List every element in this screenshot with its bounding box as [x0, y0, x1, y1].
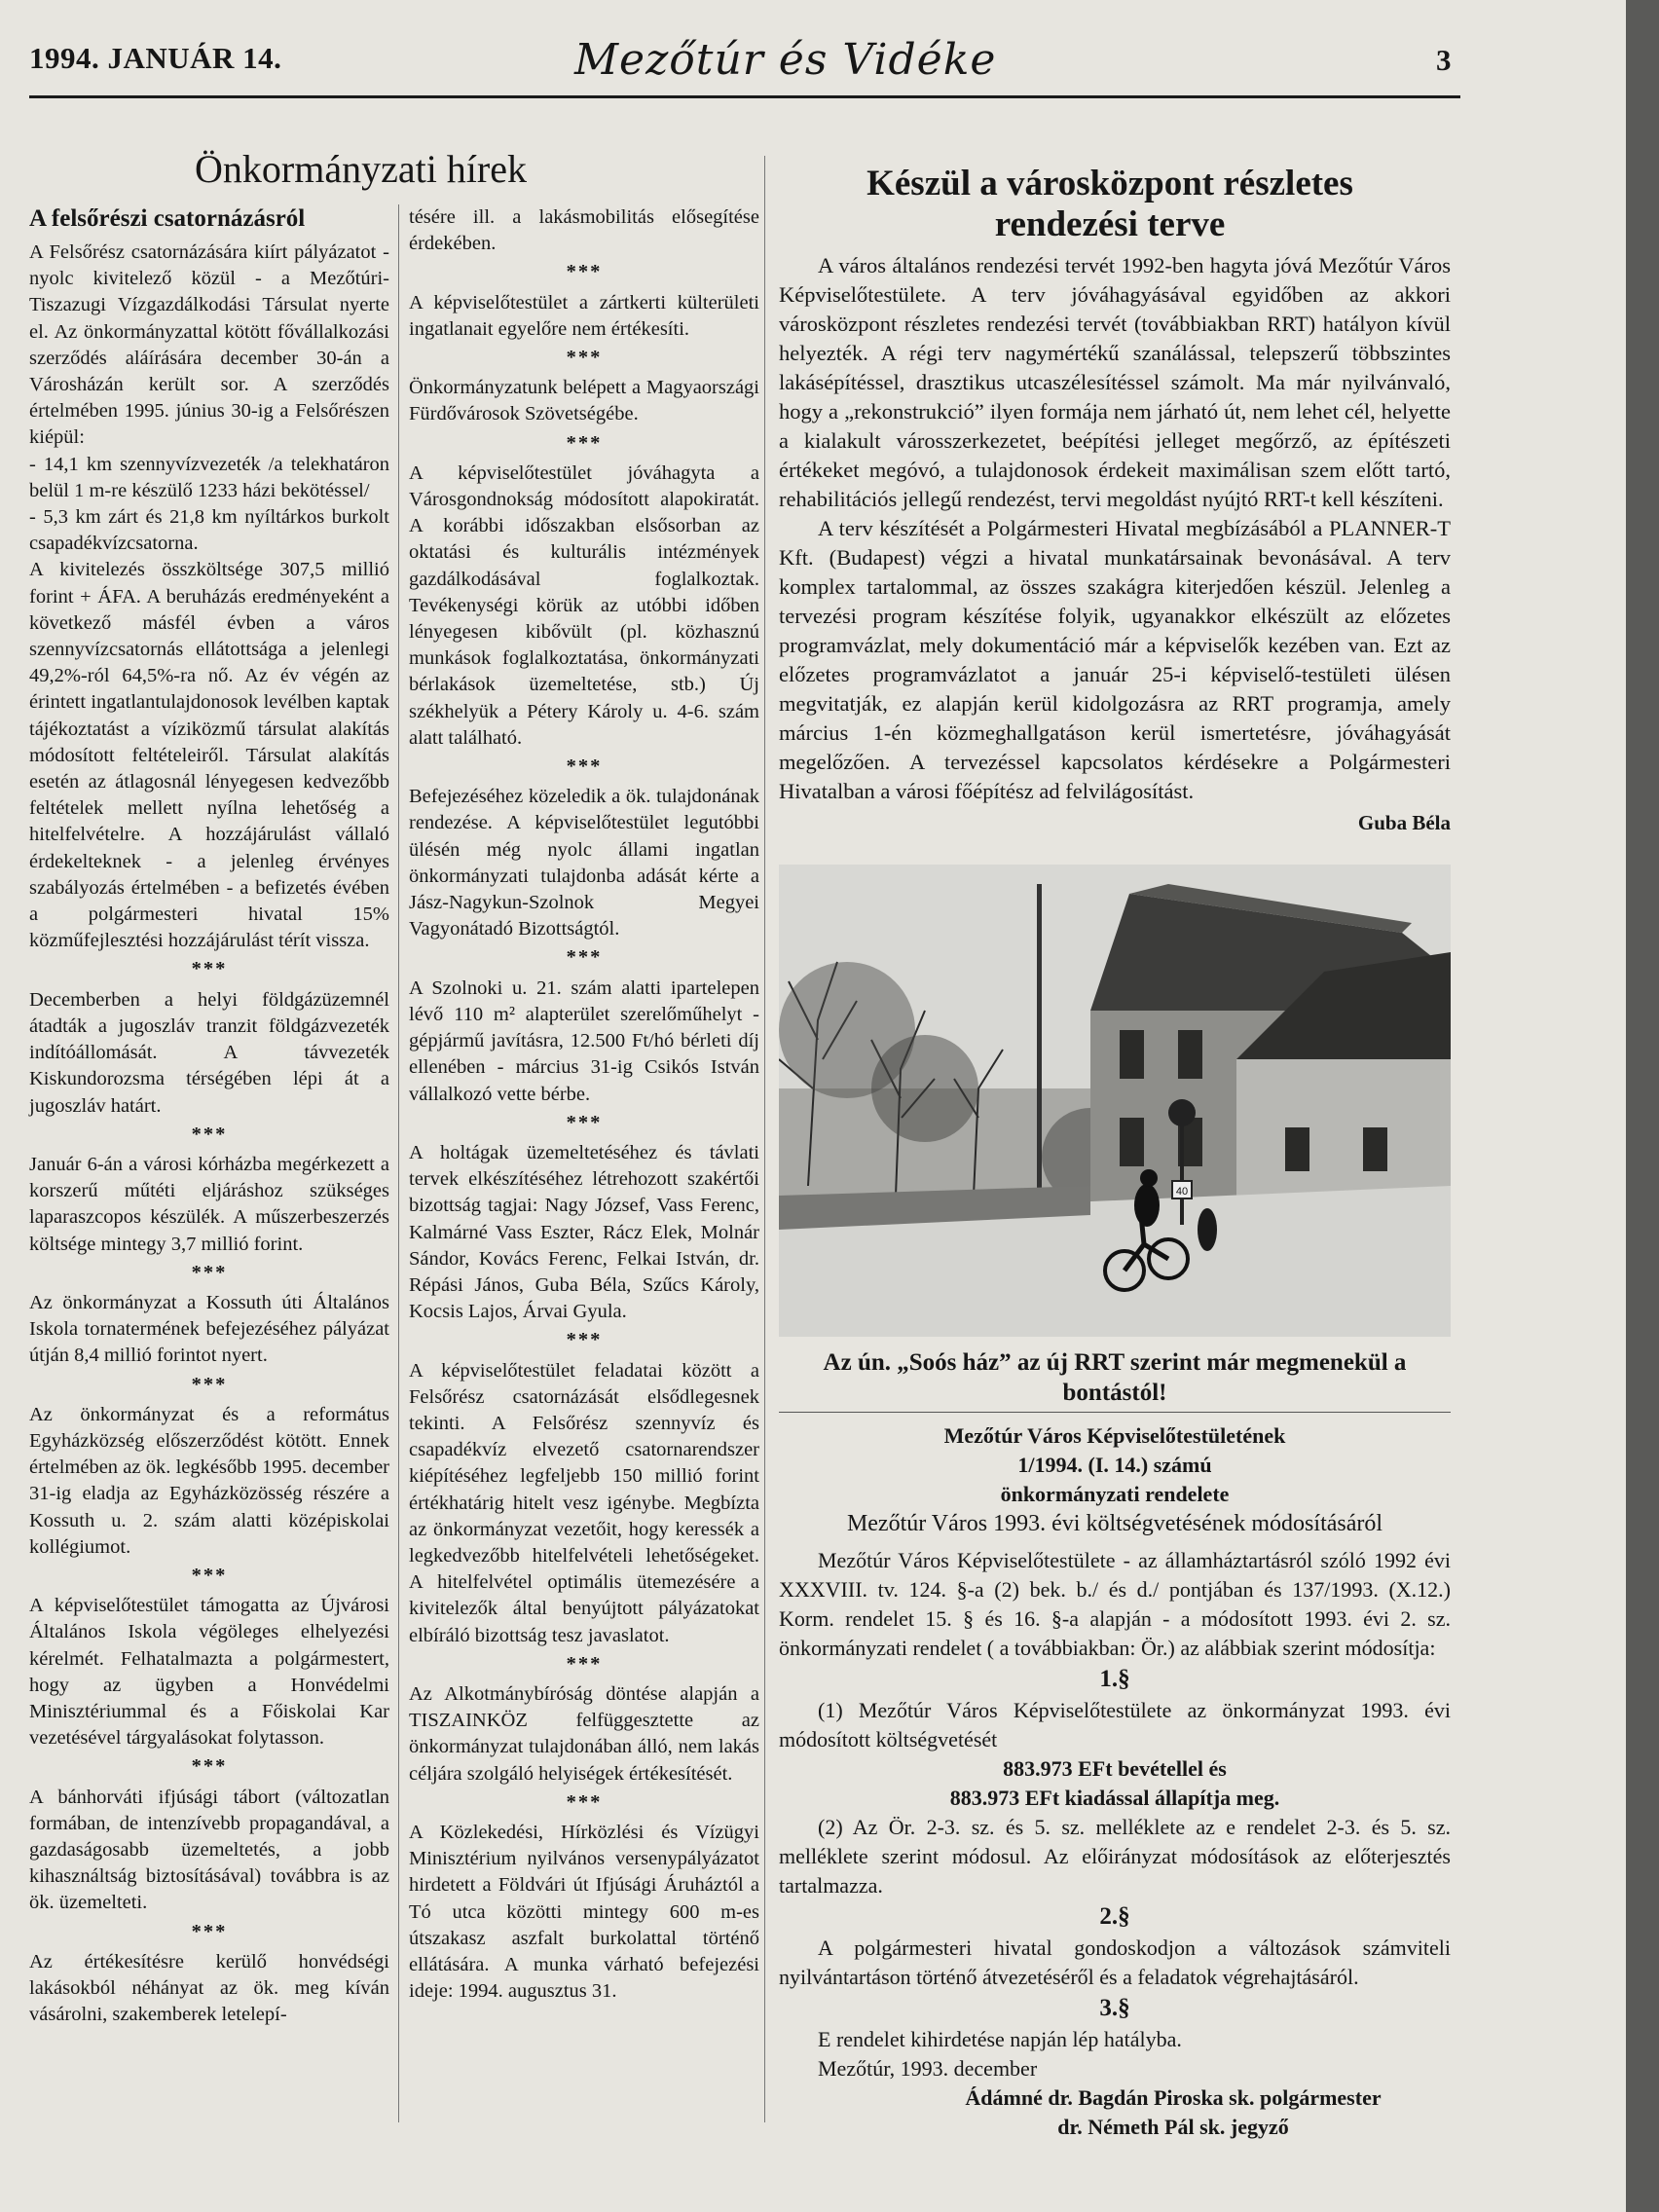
news-paragraph: A bánhorváti ifjúsági tábort (változatlan formában, de intenzívebb propagandával, a gazdaságosabb üzemeltetés, a jobb kihasználtság biztosításával) továbbra is az ök. üzemelteti.: [29, 1786, 389, 1914]
news-paragraph: tésére ill. a lakásmobilitás elősegítése érdekében.: [409, 206, 759, 255]
separator: ***: [566, 946, 603, 969]
news-paragraph: Önkormányzatunk belépett a Magyaországi Fürdővárosok Szövetségébe.: [409, 377, 759, 425]
separator: ***: [191, 1123, 228, 1145]
issue-date: 1994. JANUÁR 14.: [29, 41, 282, 75]
decree-subject: Mezőtúr Város 1993. évi költségvetésének módosításáról: [846, 1511, 1383, 1536]
news-paragraph: A Szolnoki u. 21. szám alatti ipartelepen lévő 110 m² alapterület szerelőműhelyt - gépjármű javításra, 12.500 Ft/hó bérleti díj ellenében - március 31-ig Csikós István vállalkozó vette bérbe.: [409, 977, 759, 1105]
separator: ***: [566, 1790, 603, 1813]
separator: ***: [191, 1755, 228, 1778]
middle-column: [409, 204, 759, 2005]
news-paragraph: A képviselőtestület jóváhagyta a Városgondnokság módosított alapokiratát. A korábbi időszakban elsősorban az oktatási és kulturális intézmények gazdálkodásával foglalkoztak. Tevékenységi körük az utóbbi időben lényegesen kibővült (pl. közhasznú munkások foglalkoztatása, önkormányzati bérlakások üzemeltetése, stb.) Új székhelyük a Pétery Károly u. 4-6. szám alatt található.: [409, 461, 759, 749]
news-paragraph: A kivitelezés összköltsége 307,5 millió forint + ÁFA. A beruházás eredményeként a következő másfél évben a város szennyvízcsatornás ellátottsága a jelenlegi 49,2%-ról 64,5%-ra nő. Az év végén az érintett ingatlantulajdonosok levélben kaptak tájékoztatást a víziközmű társulat alakítás módosított feltételeiről. Társulat alakítás esetén az átlagosnál lényegesen kedvezőbb feltételek mellett nyílna lehetőség a hitelfelvételre. A hozzájárulást vállaló érdekelteknek - a jelenleg érvényes szabályozás értelmében - a befizetés évében a polgármesteri hivatal 15% közműfejlesztési hozzájárulást térít vissza.: [29, 559, 389, 952]
section-number: 1.§: [1099, 1666, 1130, 1692]
separator: ***: [566, 261, 603, 283]
news-paragraph: A képviselőtestület a zártkerti külterületi ingatlanait egyelőre nem értékesíti.: [409, 291, 759, 340]
headline-line: Készül a városközpont részletes: [866, 164, 1353, 203]
headline-line: rendezési terve: [994, 204, 1226, 244]
page-number: 3: [1436, 43, 1452, 77]
news-paragraph: Decemberben a helyi földgázüzemnél átadták a jugoszláv tranzit földgázvezeték indítóállomását. A távvezeték Kiskundorozsma térségében lépi át a jugoszláv határt.: [29, 988, 389, 1117]
news-paragraph: A képviselőtestület támogatta az Újvárosi Általános Iskola végöleges elhelyezési kérelmét. Felhatalmazta a polgármestert, hogy az ügyben a Honvédelmi Minisztériummal és a Főiskolai Kar vezetésével tárgyalásokat folytasson.: [29, 1595, 389, 1750]
news-paragraph: A holtágak üzemeltetéséhez és távlati tervek elkészítéséhez létrehozott szakértői bizottság tagjai: Nagy József, Vass Ferenc, Kalmárné Vass Eszter, Rácz Elek, Molnár Sándor, Kovács Ferenc, Felkai István, dr. Répási János, Guba Béla, Szűcs Károly, Kocsis Lajos, Árvai Gyula.: [409, 1141, 759, 1323]
separator: ***: [191, 1261, 228, 1283]
news-paragraph: - 5,3 km zárt és 21,8 km nyíltárkos burkolt csapadékvízcsatorna.: [29, 506, 389, 555]
news-paragraph: - 14,1 km szennyvízvezeték /a telekhatáron belül 1 m-re készülő 1233 házi bekötéssel/: [29, 453, 389, 501]
separator: ***: [566, 1111, 603, 1133]
separator: ***: [566, 431, 603, 454]
section-title: Önkormányzati hírek: [195, 147, 527, 191]
left-column: [29, 204, 389, 2028]
decree-place-date: Mezőtúr, 1993. december: [818, 2056, 1038, 2081]
separator: ***: [566, 1652, 603, 1675]
separator: ***: [566, 1329, 603, 1351]
separator: ***: [191, 1564, 228, 1586]
news-paragraph: A Felsőrész csatornázására kiírt pályázatot - nyolc kivitelező közül - a Mezőtúri-Tiszazugi Vízgazdálkodási Társulat nyerte el. Az önkormányzattal kötött fővállalkozási szerződés aláírására december 30-án a Városházán került sor. A szerződés értelmében 1995. június 30-ig a Felsőrészen kiépül:: [29, 241, 389, 449]
news-paragraph: Befejezéséhez közeledik a ök. tulajdonának rendezése. A képviselőtestület legutóbbi ülésén még nyolc állami ingatlan önkormányzati tulajdonba adását kérte a Jász-Nagykun-Szolnok Megyei Vagyonátadó Bizottságtól.: [409, 786, 759, 940]
decree-amount: 883.973 EFt kiadással állapítja meg.: [949, 1786, 1280, 1810]
article-paragraph: A terv készítését a Polgármesteri Hivatal megbízásából a PLANNER-T Kft. (Budapest) végzi a hivatal munkatársainak bevonásával. A terv komplex tartalommal, az összes szakágra kiterjedően készül. Jelenleg a tervezési program készítése folyik, ugyanakkor elkészült az előzetes programvázlat, mely dokumentáció már a képviselők kezében van. Ezt az előzetes programvázlatot a január 25-i képviselő-testületi ülésen megvitatják, ez alapján kerül kidolgozásra az RRT programja, amely március 1-én közmeghallgatáson kerül ismertetésre, jóváhagyását megelőzően. A tervezéssel kapcsolatos kérdésekre a Polgármesteri Hivatalban a városi főépítész ad felvilágosítást.: [779, 516, 1451, 803]
signature-mayor: Ádámné dr. Bagdán Piroska sk. polgármester: [965, 2085, 1382, 2110]
separator: ***: [191, 958, 228, 980]
decree-title: Mezőtúr Város Képviselőtestületének: [943, 1423, 1286, 1448]
separator: ***: [191, 1920, 228, 1942]
photo-illustration: [779, 865, 1451, 1337]
decree-text: (2) Az Ör. 2-3. sz. és 5. sz. melléklete az e rendelet 2-3. és 5. sz. melléklete szerint módosul. Az előirányzat módosítások az előterjesztés tartalmazza.: [779, 1815, 1451, 1898]
decree-type: önkormányzati rendelete: [1000, 1482, 1230, 1506]
page-header: [29, 29, 1470, 97]
news-paragraph: A képviselőtestület feladatai között a Felsőrész csatornázását elsődlegesnek tekinti. A Felsőrész szennyvíz és csapadékvíz elvezető csatornarendszer kiépítéséhez legfeljebb 150 millió forint értékhatárig hitelt vesz igénybe. Megbízta az önkormányzat vezetőit, hogy keressék a legkedvezőbb hitelfelvételi lehetőségeket. A hitelfelvétel optimális ütemezésére a kivitelezők által benyújtott pályázatokat elbíráló bizottság tesz javaslatot.: [409, 1359, 759, 1646]
article-body: [779, 251, 1451, 837]
decree-amount: 883.973 EFt bevétellel és: [1003, 1756, 1227, 1781]
news-paragraph: Az értékesítésre kerülő honvédségi lakásokból néhányat az ök. meg kíván vásárolni, szakemberek letelepí-: [29, 1950, 389, 2026]
decree-text: E rendelet kihirdetése napján lép hatályba.: [818, 2027, 1182, 2051]
soos-house-photo: [779, 865, 1451, 1337]
decree-block: [779, 1421, 1451, 2142]
photo-caption: Az ún. „Soós ház” az új RRT szerint már megmenekül a bontástól!: [823, 1349, 1407, 1406]
section-rule: [779, 1412, 1451, 1413]
decree-number: 1/1994. (I. 14.) számú: [1017, 1453, 1212, 1477]
news-paragraph: A Közlekedési, Hírközlési és Vízügyi Minisztérium nyilvános versenypályázatot hirdetett a Földvári út Ifjúsági Áruháztól a Tó utca közötti mintegy 600 m-es útszakasz aszfalt burkolattal történő ellátására. A munka várható befejezési ideje: 1994. augusztus 31.: [409, 1821, 759, 2003]
section-number: 3.§: [1099, 1995, 1130, 2021]
news-paragraph: Az önkormányzat a Kossuth úti Általános Iskola tornatermének befejezéséhez pályázat útján 8,4 millió forintot nyert.: [29, 1291, 389, 1367]
decree-text: (1) Mezőtúr Város Képviselőtestülete az önkormányzat 1993. évi módosított költségvetését: [779, 1698, 1451, 1751]
article-heading: A felsőrészi csatornázásról: [29, 205, 306, 232]
decree-text: A polgármesteri hivatal gondoskodjon a változások számviteli nyilvántartáson történő átvezetéséről és a feladatok végrehajtásáról.: [779, 1936, 1451, 1989]
news-paragraph: Az Alkotmánybíróság döntése alapján a TISZAINKÖZ felfüggesztette az önkormányzat tulajdonában álló, nem lakás céljára szolgáló helyiségek értékesítését.: [409, 1682, 759, 1785]
masthead-title: Mezőtúr és Vidéke: [574, 35, 997, 85]
separator: ***: [566, 347, 603, 369]
article-author: Guba Béla: [1357, 811, 1451, 834]
column-divider: [764, 156, 765, 2122]
column-divider: [398, 204, 399, 2122]
separator: ***: [566, 756, 603, 778]
signature-notary: dr. Németh Pál sk. jegyző: [1057, 2115, 1289, 2139]
header-rule: [29, 95, 1460, 98]
section-number: 2.§: [1099, 1903, 1130, 1930]
separator: ***: [191, 1373, 228, 1395]
article-paragraph: A város általános rendezési tervét 1992-ben hagyta jóvá Mezőtúr Város Képviselőtestülete. A terv jóváhagyásával egyidőben az akkori városközpont részletes rendezési tervét (továbbiakban RRT) hatályon kívül helyezték. A régi terv nagymértékű szanálással, telepszerű többszintes lakásépítéssel, drasztikus utcaszélesítéssel számolt. Ma már nyilvánvaló, hogy a „rekonstrukció” ilyen formája nem járható út, nem lehet cél, helyette a kialakult városszerkezetet, beépítési jelleget megőrző, az építészeti értékeket megóvó, a tulajdonosok érdekeit maximálisan szem előtt tartó, rehabilitációs jellegű rendezést, tervi megoldást nyújtó RRT-t kell készíteni.: [779, 253, 1451, 511]
news-paragraph: Január 6-án a városi kórházba megérkezett a korszerű műtéti eljáráshoz szükséges laparaszcopos készülék. A műszerbeszerzés költsége mintegy 3,7 millió forint.: [29, 1153, 389, 1255]
decree-intro: Mezőtúr Város Képviselőtestülete - az államháztartásról szóló 1992 évi XXXVIII. tv. 124. §-a (2) bek. b./ és d./ pontjában és 137/1993. (X.12.) Korm. rendelet 15. § és 16. §-a alapján - a módosított 1993. évi 2. sz. önkormányzati rendelet ( a továbbiakban: Ör.) az alábbiak szerint módosítja:: [779, 1548, 1451, 1660]
speed-sign-label: 40: [1175, 1186, 1189, 1198]
article-headline: [779, 164, 1441, 245]
news-paragraph: Az önkormányzat és a református Egyházközség előszerződést kötött. Ennek értelmében az ök. legkésőbb 1995. december 31-ig eladja az Egyházközösség részére a Kossuth u. 2. szám alatti középiskolai kollégiumot.: [29, 1403, 389, 1558]
